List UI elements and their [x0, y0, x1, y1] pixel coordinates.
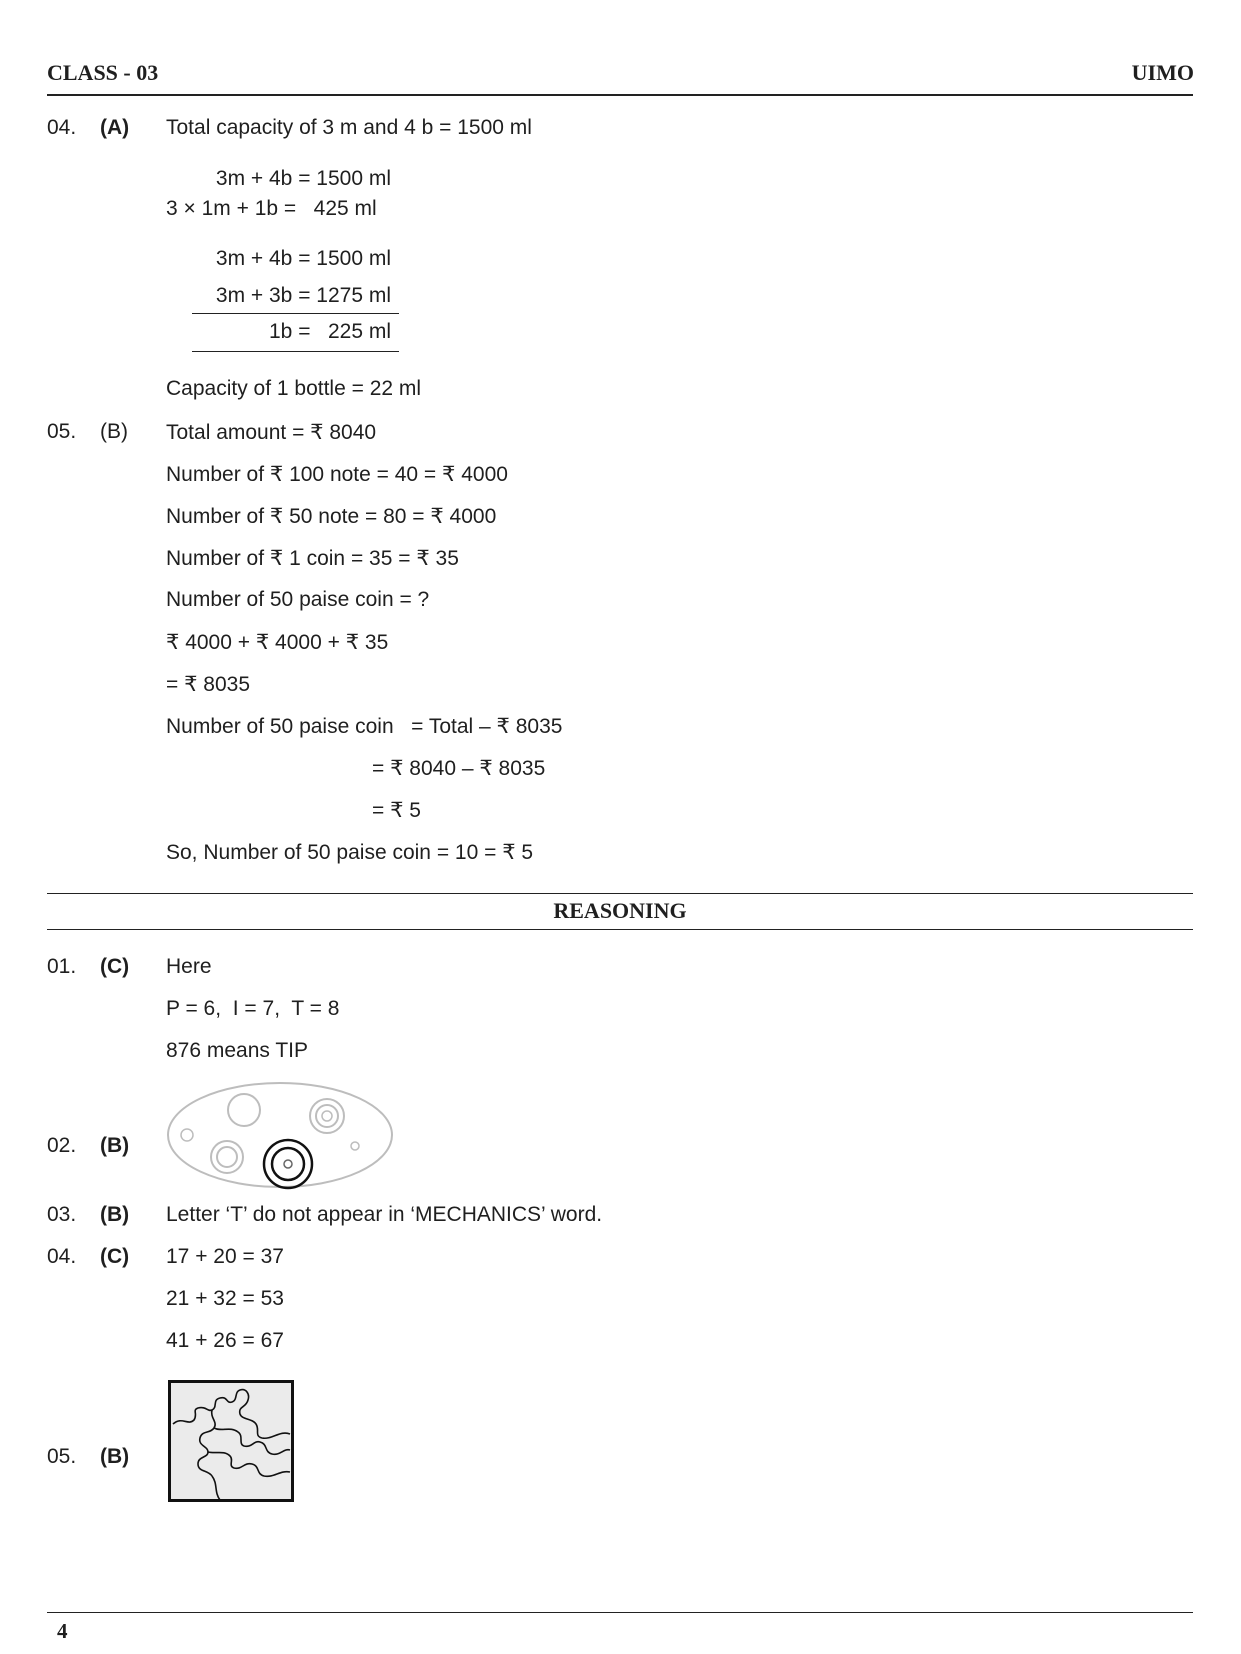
- q05-option: (B): [100, 420, 128, 443]
- r05-option: (B): [100, 1445, 130, 1468]
- q04-sub1: 3m + 4b = 1500 ml: [215, 247, 391, 270]
- q04-sub3: 1b = 225 ml: [269, 320, 391, 343]
- q05-line: Number of 50 paise coin = Total – ₹ 8035: [166, 715, 563, 738]
- q04-conclusion: Capacity of 1 bottle = 22 ml: [166, 377, 422, 400]
- q05-line: = ₹ 8040 – ₹ 8035: [372, 757, 546, 780]
- q05-line: Number of 50 paise coin = ?: [166, 588, 430, 611]
- q05-line: ₹ 4000 + ₹ 4000 + ₹ 35: [166, 631, 389, 654]
- q05-line: Total amount = ₹ 8040: [166, 421, 377, 444]
- section-rule-bottom: [47, 929, 1193, 930]
- small-circle-right: [351, 1142, 359, 1150]
- r04-line: 21 + 32 = 53: [166, 1287, 284, 1310]
- r04-line: 17 + 20 = 37: [166, 1245, 284, 1268]
- double-circle-outer: [211, 1141, 243, 1173]
- r03-text: Letter ‘T’ do not appear in ‘MECHANICS’ word.: [166, 1203, 603, 1226]
- r01-number: 01.: [47, 955, 77, 978]
- r01-line: Here: [166, 955, 212, 978]
- target-circle-inner: [322, 1111, 332, 1121]
- q04-sub2: 3m + 3b = 1275 ml: [215, 284, 391, 307]
- q05-line: So, Number of 50 paise coin = 10 = ₹ 5: [166, 841, 534, 864]
- double-circle-inner: [217, 1147, 237, 1167]
- class-label: CLASS - 03: [47, 60, 159, 85]
- r03-option: (B): [100, 1203, 130, 1226]
- r01-line: P = 6, I = 7, T = 8: [166, 997, 340, 1020]
- r04-line: 41 + 26 = 67: [166, 1329, 284, 1352]
- r04-number: 04.: [47, 1245, 77, 1268]
- q04-number: 04.: [47, 116, 77, 139]
- r03-number: 03.: [47, 1203, 77, 1226]
- circles-ellipse-figure: [165, 1080, 395, 1190]
- section-rule-top: [47, 893, 1193, 894]
- header-rule: [47, 94, 1193, 96]
- q05-line: Number of ₹ 50 note = 80 = ₹ 4000: [166, 505, 497, 528]
- q04-option: (A): [100, 116, 130, 139]
- r02-number: 02.: [47, 1134, 77, 1157]
- plain-circle-large: [228, 1094, 260, 1126]
- answer-circle-mid: [272, 1148, 304, 1180]
- q05-line: = ₹ 8035: [166, 673, 251, 696]
- jigsaw-puzzle-figure: [168, 1380, 294, 1502]
- q04-sub-rule-bottom: [192, 351, 399, 352]
- r05-number: 05.: [47, 1445, 77, 1468]
- q04-sub-rule-top: [192, 313, 399, 314]
- page-number: 4: [57, 1619, 68, 1643]
- r02-option: (B): [100, 1134, 130, 1157]
- footer-rule: [47, 1612, 1193, 1613]
- q04-eq1: 3m + 4b = 1500 ml: [215, 167, 391, 190]
- q05-line: Number of ₹ 100 note = 40 = ₹ 4000: [166, 463, 508, 486]
- q05-line: Number of ₹ 1 coin = 35 = ₹ 35: [166, 547, 459, 570]
- r04-option: (C): [100, 1245, 130, 1268]
- target-circle-mid: [316, 1105, 338, 1127]
- q05-line: = ₹ 5: [372, 799, 421, 822]
- q04-eq2: 3 × 1m + 1b = 425 ml: [166, 197, 377, 220]
- r01-option: (C): [100, 955, 130, 978]
- r01-line: 876 means TIP: [166, 1039, 309, 1062]
- outer-ellipse: [168, 1083, 392, 1187]
- small-circle-left: [181, 1129, 193, 1141]
- answer-circle-inner: [284, 1160, 292, 1168]
- section-title: REASONING: [553, 898, 687, 923]
- puzzle-frame: [170, 1382, 293, 1501]
- q04-statement: Total capacity of 3 m and 4 b = 1500 ml: [166, 116, 532, 139]
- exam-label: UIMO: [1131, 60, 1194, 85]
- q05-number: 05.: [47, 420, 77, 443]
